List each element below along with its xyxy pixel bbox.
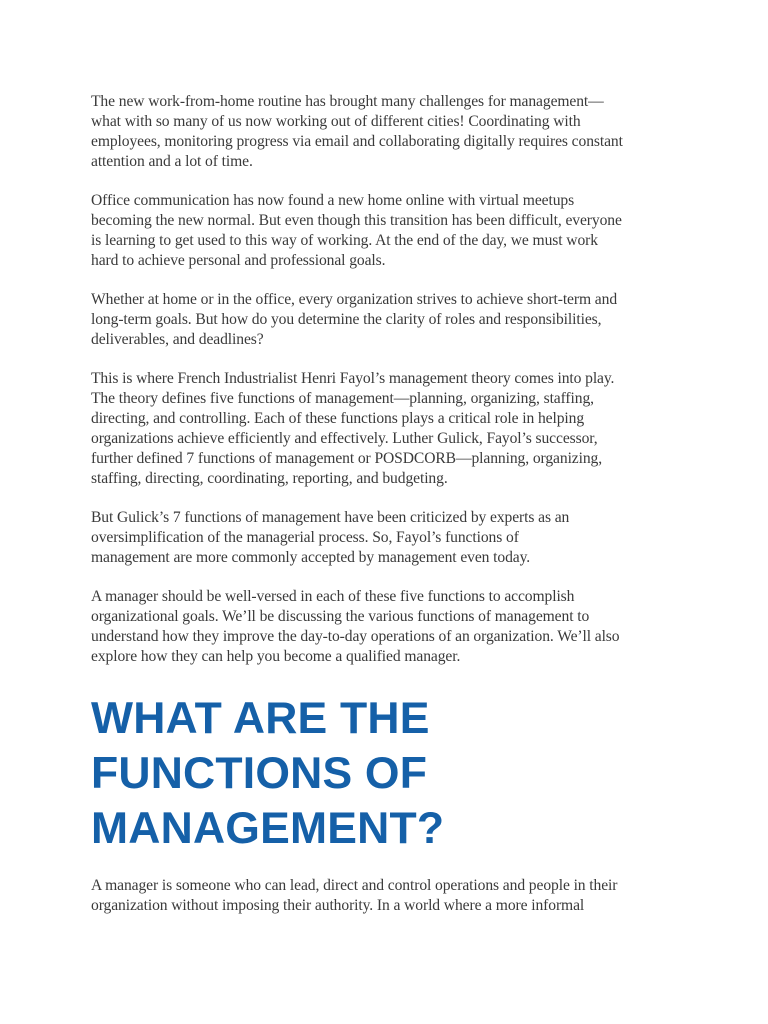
paragraph-fayol-theory xyxy=(91,369,691,489)
text-line: The theory defines five functions of management—planning, organizing, staffing, xyxy=(91,390,594,407)
text-line: hard to achieve personal and professional goals. xyxy=(91,252,386,269)
text-line: employees, monitoring progress via email and collaborating digitally requires constant xyxy=(91,133,623,150)
paragraph-manager-definition xyxy=(91,876,691,916)
section-heading xyxy=(91,691,691,856)
text-line: attention and a lot of time. xyxy=(91,153,253,170)
text-line: further defined 7 functions of management or POSDCORB—planning, organizing, xyxy=(91,450,603,467)
paragraph-goals xyxy=(91,290,691,350)
text-line: But Gulick’s 7 functions of management have been criticized by experts as an xyxy=(91,509,570,526)
text-line: is learning to get used to this way of working. At the end of the day, we must work xyxy=(91,232,598,249)
paragraph-intro xyxy=(91,92,691,172)
text-line: explore how they can help you become a qualified manager. xyxy=(91,648,461,665)
text-line: understand how they improve the day-to-day operations of an organization. We’ll also xyxy=(91,628,620,645)
text-line: staffing, directing, coordinating, reporting, and budgeting. xyxy=(91,470,448,487)
heading-line: FUNCTIONS OF xyxy=(91,749,428,798)
text-line: Office communication has now found a new home online with virtual meetups xyxy=(91,192,575,209)
text-line: directing, and controlling. Each of these functions plays a critical role in helping xyxy=(91,410,585,427)
text-line: deliverables, and deadlines? xyxy=(91,331,264,348)
text-line: long-term goals. But how do you determine the clarity of roles and responsibilities, xyxy=(91,311,602,328)
heading-line: MANAGEMENT? xyxy=(91,804,445,853)
document-page xyxy=(91,92,691,935)
text-line: management are more commonly accepted by management even today. xyxy=(91,549,531,566)
text-line: organization without imposing their authority. In a world where a more informal xyxy=(91,897,585,914)
text-line: organizations achieve efficiently and effectively. Luther Gulick, Fayol’s successor, xyxy=(91,430,598,447)
text-line: becoming the new normal. But even though this transition has been difficult, everyone xyxy=(91,212,622,229)
text-line: This is where French Industrialist Henri Fayol’s management theory comes into play. xyxy=(91,370,615,387)
text-line: what with so many of us now working out of different cities! Coordinating with xyxy=(91,113,581,130)
text-line: A manager is someone who can lead, direct and control operations and people in their xyxy=(91,877,618,894)
text-line: organizational goals. We’ll be discussing the various functions of management to xyxy=(91,608,590,625)
heading-line: WHAT ARE THE xyxy=(91,694,430,743)
paragraph-manager-functions xyxy=(91,587,691,667)
paragraph-gulick-criticism xyxy=(91,508,691,568)
paragraph-office-communication xyxy=(91,191,691,271)
text-line: oversimplification of the managerial process. So, Fayol’s functions of xyxy=(91,529,519,546)
text-line: The new work-from-home routine has brought many challenges for management— xyxy=(91,93,604,110)
text-line: Whether at home or in the office, every organization strives to achieve short-term and xyxy=(91,291,618,308)
text-line: A manager should be well-versed in each of these five functions to accomplish xyxy=(91,588,575,605)
